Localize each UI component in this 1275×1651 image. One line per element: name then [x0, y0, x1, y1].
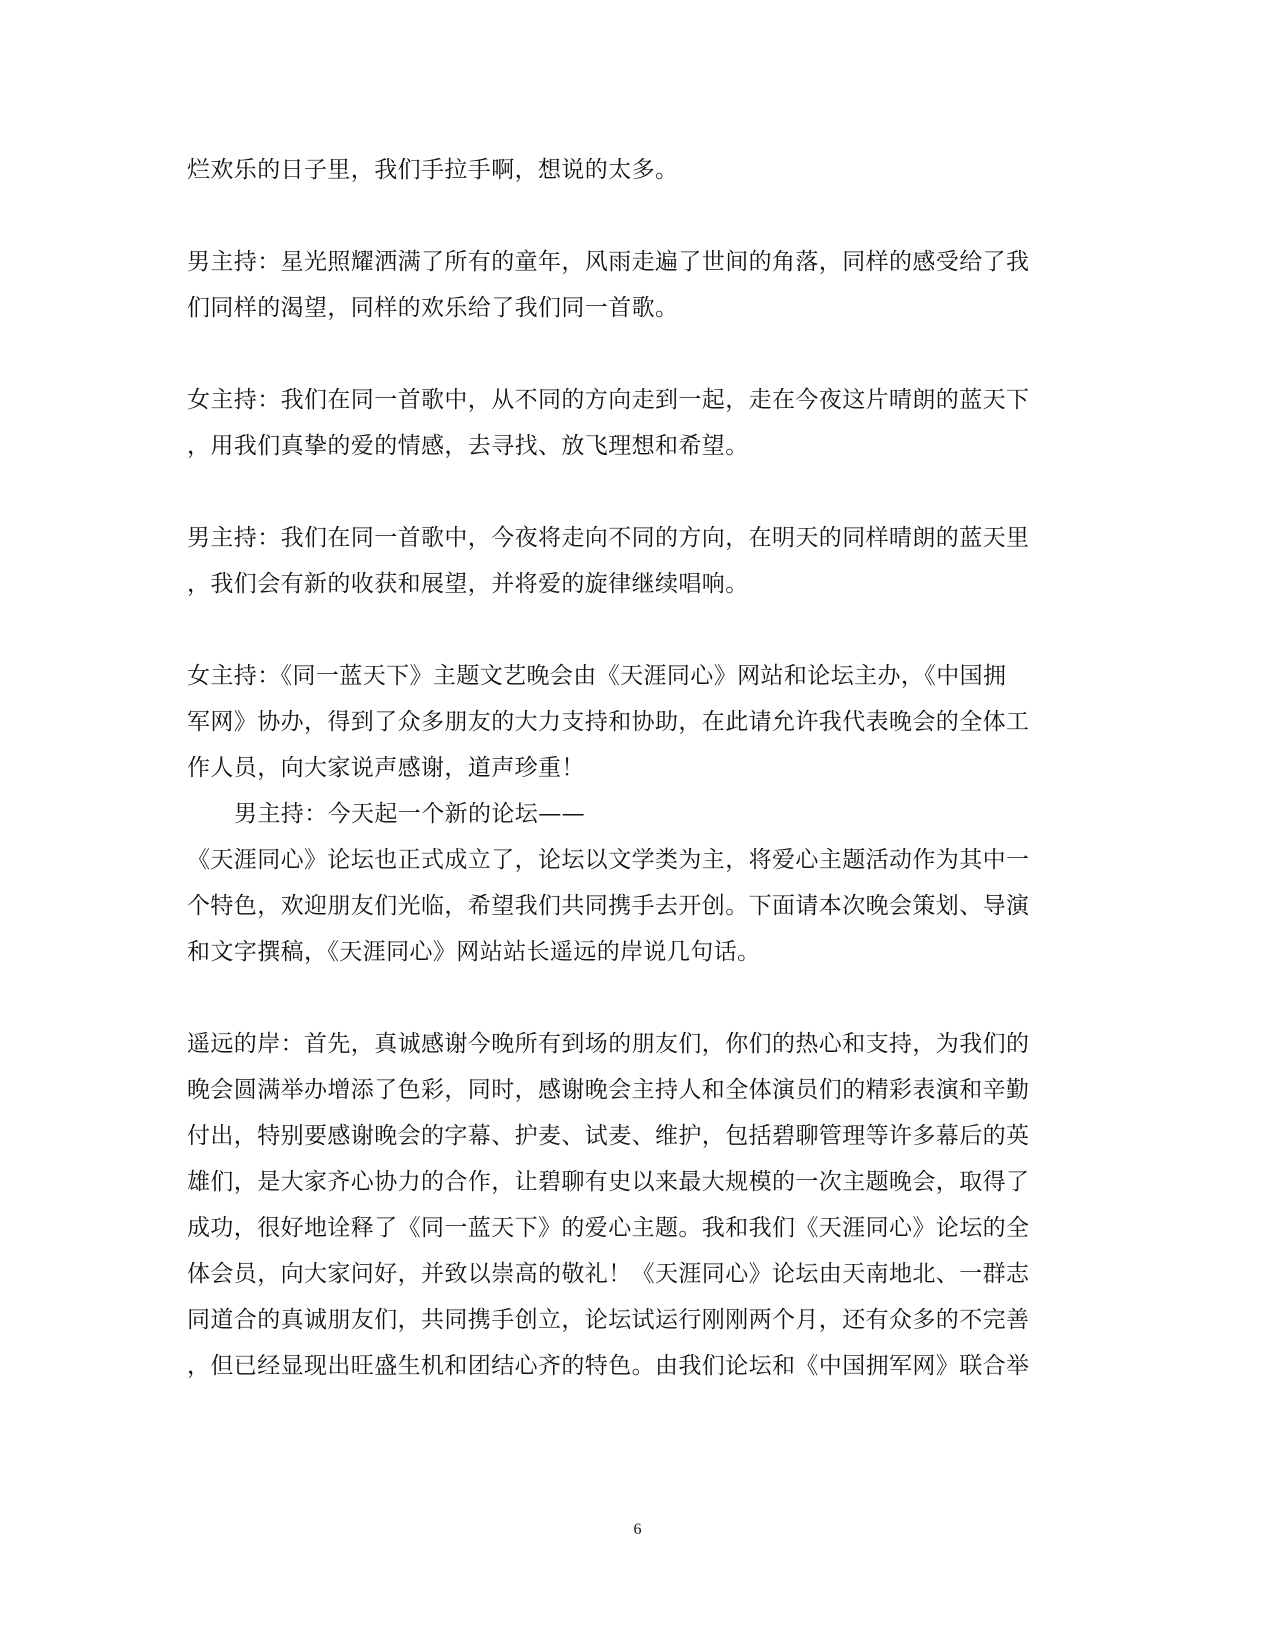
paragraph-line: ，但已经显现出旺盛生机和团结心齐的特色。由我们论坛和《中国拥军网》联合举 [187, 1353, 1030, 1379]
paragraph-line: 《天涯同心》论坛也正式成立了，论坛以文学类为主，将爱心主题活动作为其中一 [187, 847, 1030, 873]
paragraph-line: 付出，特别要感谢晚会的字幕、护麦、试麦、维护，包括碧聊管理等许多幕后的英 [187, 1123, 1030, 1149]
paragraph-line: 雄们，是大家齐心协力的合作，让碧聊有史以来最大规模的一次主题晚会，取得了 [187, 1169, 1030, 1195]
paragraph-line: 男主持：今天起一个新的论坛—— [234, 801, 585, 827]
paragraph-line: 作人员，向大家说声感谢，道声珍重！ [187, 755, 585, 781]
paragraph-line: 女主持：《同一蓝天下》主题文艺晚会由《天涯同心》网站和论坛主办，《中国拥 [187, 663, 1007, 689]
paragraph-line: ，我们会有新的收获和展望，并将爱的旋律继续唱响。 [187, 571, 749, 597]
paragraph-line: 女主持：我们在同一首歌中，从不同的方向走到一起，走在今夜这片晴朗的蓝天下 [187, 387, 1030, 413]
paragraph-line: 和文字撰稿，《天涯同心》网站站长遥远的岸说几句话。 [187, 939, 761, 965]
page-number: 6 [633, 1521, 642, 1538]
paragraph-line: 们同样的渴望，同样的欢乐给了我们同一首歌。 [187, 295, 679, 321]
paragraph-line: 晚会圆满举办增添了色彩，同时，感谢晚会主持人和全体演员们的精彩表演和辛勤 [187, 1077, 1030, 1103]
paragraph-line: 同道合的真诚朋友们，共同携手创立，论坛试运行刚刚两个月，还有众多的不完善 [187, 1307, 1030, 1333]
paragraph-line: ，用我们真挚的爱的情感，去寻找、放飞理想和希望。 [187, 433, 749, 459]
paragraph-line: 遥远的岸：首先，真诚感谢今晚所有到场的朋友们，你们的热心和支持，为我们的 [187, 1031, 1030, 1057]
paragraph-line: 体会员，向大家问好，并致以崇高的敬礼！《天涯同心》论坛由天南地北、一群志 [187, 1261, 1030, 1287]
paragraph-line: 个特色，欢迎朋友们光临，希望我们共同携手去开创。下面请本次晚会策划、导演 [187, 893, 1030, 919]
paragraph-line: 男主持：我们在同一首歌中，今夜将走向不同的方向，在明天的同样晴朗的蓝天里 [187, 525, 1030, 551]
paragraph-line: 成功，很好地诠释了《同一蓝天下》的爱心主题。我和我们《天涯同心》论坛的全 [187, 1215, 1030, 1241]
paragraph-line: 烂欢乐的日子里，我们手拉手啊，想说的太多。 [187, 157, 679, 183]
paragraph-line: 军网》协办，得到了众多朋友的大力支持和协助，在此请允许我代表晚会的全体工 [187, 709, 1030, 735]
paragraph-line: 男主持：星光照耀洒满了所有的童年，风雨走遍了世间的角落，同样的感受给了我 [187, 249, 1030, 275]
